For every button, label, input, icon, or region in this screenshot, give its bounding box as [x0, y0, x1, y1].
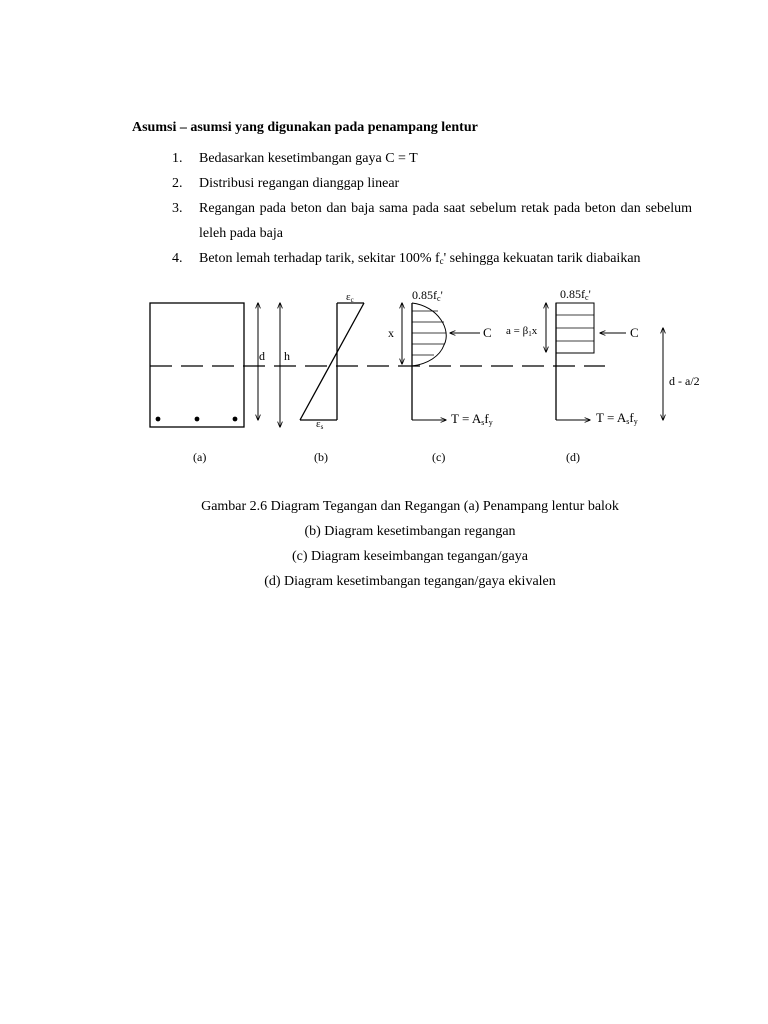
stress-parabola: [412, 303, 446, 366]
stress-strain-diagram: [0, 280, 768, 470]
subfig-label-b: (b): [314, 450, 328, 464]
label-a: a = β1x: [506, 325, 538, 338]
label-C-c: C: [483, 325, 492, 340]
caption-line: (c) Diagram keseimbangan tegangan/gaya: [292, 549, 528, 564]
rebar: [195, 417, 200, 422]
rebar: [156, 417, 161, 422]
epsilon-c-label: εc: [346, 291, 354, 304]
beam-section: [150, 303, 244, 427]
list-item: 4. Beton lemah terhadap tarik, sekitar 100% $f_c'$ sehingga kekuatan tarik diabaikan: [172, 251, 641, 266]
stress-label-c: 0.85fc': [412, 288, 443, 303]
label-C-d: C: [630, 325, 639, 340]
caption-line: (b) Diagram kesetimbangan regangan: [304, 524, 516, 539]
subfig-label-c: (c): [432, 450, 446, 464]
subfig-label-a: (a): [193, 450, 207, 464]
label-d-a2: d - a/2: [669, 374, 700, 388]
list-item: 2. Distribusi regangan dianggap linear: [172, 176, 400, 191]
subfig-label-d: (d): [566, 450, 580, 464]
list-item: 3. Regangan pada beton dan baja sama pada saat sebelum retak pada beton dan sebelum leleh pada baja: [172, 201, 692, 241]
label-d: d: [259, 349, 265, 363]
label-T-d: T = Asfy: [596, 410, 638, 426]
label-x: x: [388, 326, 394, 340]
rebar: [233, 417, 238, 422]
caption-line: Gambar 2.6 Diagram Tegangan dan Regangan (a) Penampang lentur balok: [201, 499, 619, 514]
label-T-c: T = Asfy: [451, 411, 493, 427]
label-h: h: [284, 349, 290, 363]
list-item: 1. Bedasarkan kesetimbangan gaya C = T: [172, 151, 418, 166]
assumption-list: [172, 146, 692, 271]
epsilon-s-label: εs: [316, 418, 324, 431]
stress-label-d: 0.85fc': [560, 287, 591, 302]
caption-line: (d) Diagram kesetimbangan tegangan/gaya ekivalen: [264, 574, 556, 589]
strain-line: [300, 303, 364, 420]
section-heading: Asumsi – asumsi yang digunakan pada penampang lentur: [132, 120, 478, 135]
figure-caption: [0, 494, 768, 594]
